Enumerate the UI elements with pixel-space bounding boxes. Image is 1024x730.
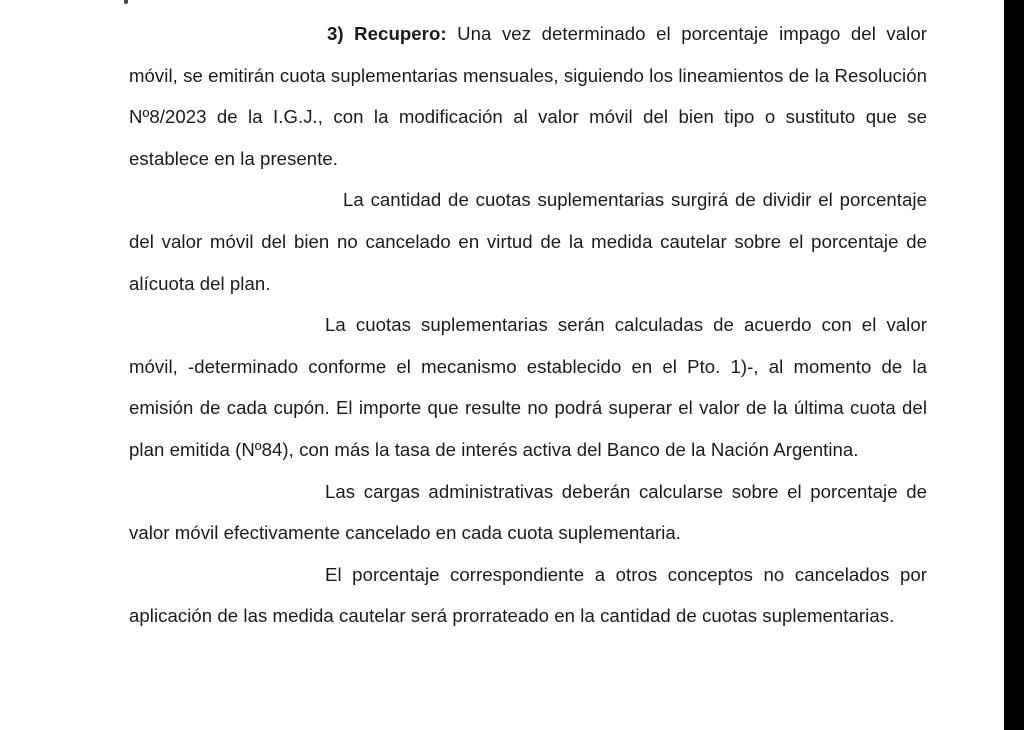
paragraph-cargas-administrativas: Las cargas administrativas deberán calcularse sobre el porcentaje de valor móvil efectivamente cancelado en cada cuota suplementaria. (129, 480, 927, 544)
page-edge-mark (124, 0, 128, 4)
section-3-heading: 3) Recupero: (327, 23, 447, 44)
paragraph-cuotas-cantidad: La cantidad de cuotas suplementarias surgirá de dividir el porcentaje del valor móvil del bien no cancelado en virtud de la medida cautelar sobre el porcentaje de alícuota del plan. (129, 189, 927, 294)
paragraph-otros-conceptos: El porcentaje correspondiente a otros conceptos no cancelados por aplicación de las medida cautelar será prorrateado en la cantidad de cuotas suplementarias. (129, 563, 927, 627)
paragraph-cuotas-calculo: La cuotas suplementarias serán calculadas de acuerdo con el valor móvil, -determinado conforme el mecanismo establecido en el Pto. 1)-, al momento de la emisión de cada cupón. El importe que resulte no podrá superar el valor de la última cuota del plan emitida (Nº84), con más la tasa de interés activa del Banco de la Nación Argentina. (129, 314, 927, 460)
screen-edge (1004, 0, 1024, 730)
document-body (129, 13, 927, 637)
section-3-paragraph (129, 13, 927, 179)
section-3-text: Una vez determinado el porcentaje impago del valor móvil, se emitirán cuota suplementarias mensuales, siguiendo los lineamientos de la Resolución Nº8/2023 de la I.G.J., con la modificación al valor móvil del bien tipo o sustituto que se establece en la presente. (129, 23, 927, 169)
